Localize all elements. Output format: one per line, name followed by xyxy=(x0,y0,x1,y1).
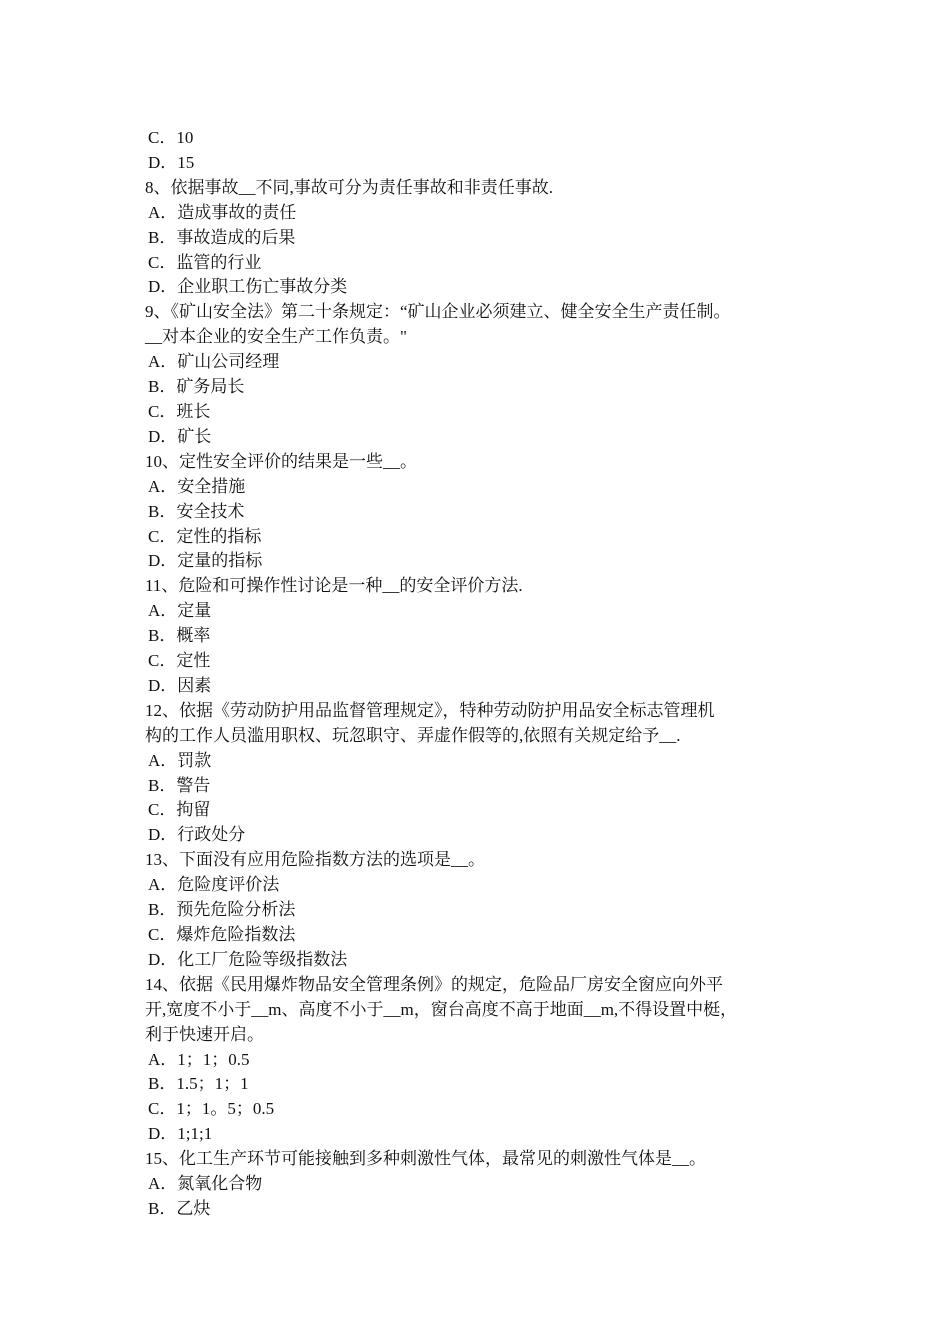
answer-option: A．安全措施 xyxy=(148,476,246,496)
answer-option: C．定性的指标 xyxy=(148,526,262,546)
answer-option: A．定量 xyxy=(148,601,212,621)
answer-option: D．15 xyxy=(148,152,195,172)
question-text: 构的工作人员滥用职权、玩忽职守、弄虚作假等的,依照有关规定给予__. xyxy=(145,725,681,745)
document-body xyxy=(145,126,825,1222)
answer-option: D．1;1;1 xyxy=(148,1124,213,1144)
answer-option: C．定性 xyxy=(148,651,211,671)
answer-option: C．班长 xyxy=(148,401,211,421)
question-text: 开,宽度不小于__m、高度不小于__m，窗台高度不高于地面__m,不得设置中梃， xyxy=(145,999,738,1019)
answer-option: A．危险度评价法 xyxy=(148,875,280,895)
answer-option: A．罚款 xyxy=(148,750,212,770)
answer-option: B．矿务局长 xyxy=(148,377,245,397)
answer-option: D．行政处分 xyxy=(148,825,246,845)
question-text: __对本企业的安全生产工作负责。" xyxy=(145,327,407,347)
answer-option: B．安全技术 xyxy=(148,501,245,521)
answer-option: C．监管的行业 xyxy=(148,252,262,272)
answer-option: D．化工厂危险等级指数法 xyxy=(148,949,348,969)
answer-option: B．乙炔 xyxy=(148,1198,211,1218)
question-text: 10、定性安全评价的结果是一些__。 xyxy=(145,451,417,471)
answer-option: B．警告 xyxy=(148,775,211,795)
question-text: 12、依据《劳动防护用品监督管理规定》，特种劳动防护用品安全标志管理机 xyxy=(145,700,715,720)
answer-option: C．10 xyxy=(148,128,194,147)
question-text: 9、《矿山安全法》第二十条规定：“矿山企业必须建立、健全安全生产责任制。 xyxy=(145,302,731,322)
answer-option: B．事故造成的后果 xyxy=(148,227,296,247)
answer-option: B．预先危险分析法 xyxy=(148,900,296,920)
answer-option: C．1；1。5；0.5 xyxy=(148,1099,275,1119)
answer-option: A．氮氧化合物 xyxy=(148,1174,263,1194)
question-text: 13、下面没有应用危险指数方法的选项是__。 xyxy=(145,850,485,870)
answer-option: A．1；1；0.5 xyxy=(148,1049,250,1069)
question-text: 15、化工生产环节可能接触到多种刺激性气体，最常见的刺激性气体是__。 xyxy=(145,1149,706,1169)
answer-option: D．因素 xyxy=(148,675,212,695)
answer-option: A．造成事故的责任 xyxy=(148,202,297,222)
question-text: 利于快速开启。 xyxy=(145,1024,264,1044)
answer-option: B．概率 xyxy=(148,626,211,646)
question-text: 8、依据事故__不同,事故可分为责任事故和非责任事故. xyxy=(145,177,553,197)
answer-option: A．矿山公司经理 xyxy=(148,352,280,372)
answer-option: C．爆炸危险指数法 xyxy=(148,925,296,944)
answer-option: D．矿长 xyxy=(148,426,212,446)
answer-option: B．1.5；1；1 xyxy=(148,1074,249,1094)
question-text: 14、依据《民用爆炸物品安全管理条例》的规定，危险品厂房安全窗应向外平 xyxy=(145,974,723,994)
answer-option: C．拘留 xyxy=(148,800,211,820)
answer-option: D．定量的指标 xyxy=(148,551,263,571)
question-text: 11、危险和可操作性讨论是一种__的安全评价方法. xyxy=(145,576,523,596)
answer-option: D．企业职工伤亡事故分类 xyxy=(148,277,348,297)
